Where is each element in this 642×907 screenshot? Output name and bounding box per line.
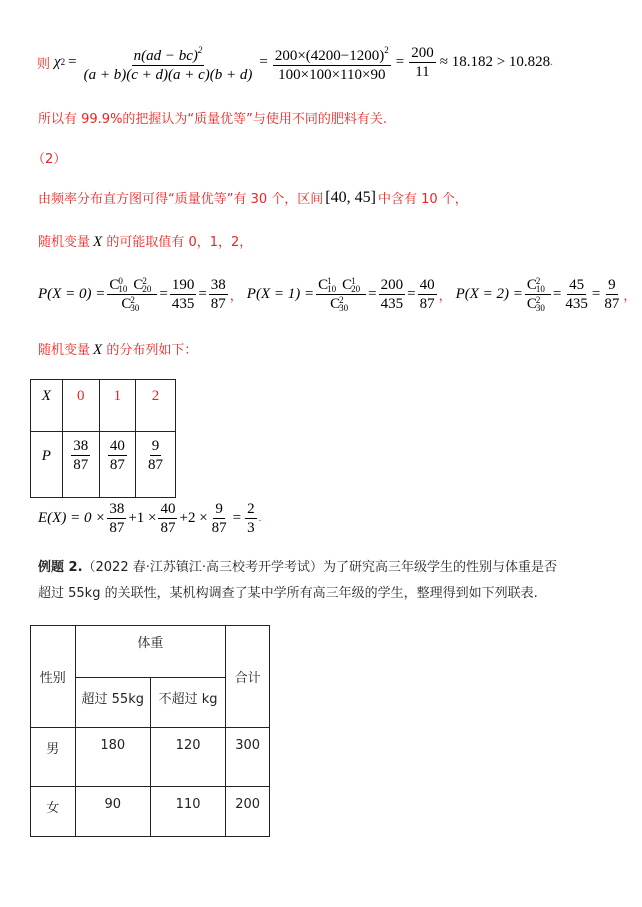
comb-sup: 2 xyxy=(535,294,541,305)
numerator: 40 xyxy=(160,500,176,517)
numerator: 45 xyxy=(569,276,585,293)
p-x2-lhs: P(X = 2) = xyxy=(455,285,523,302)
comb-sup: 2 xyxy=(535,275,541,286)
term-3-fraction xyxy=(210,501,229,536)
probability-formulas: P(X = 0) = C 0 10 C 2 20 C 2 30 = $\frac{190}{435}$ = $\frac{38}{87}$ ， P(X = 1) = C 1 10 C 1 20 C 2 30 = $\frac{200}{435}$ = $\frac{40}{87}$ ， P(X = 2) = C 2 10 C 2 30 = $\frac{45}{435}$ = $\frac{9}{87}$ ， xyxy=(38,272,636,316)
header-x: X xyxy=(31,380,63,432)
value-2: 2 xyxy=(136,380,176,432)
comb-sup: 0 xyxy=(118,275,123,286)
p-x1-fraction-1 xyxy=(379,277,406,312)
header-weight: 体重 xyxy=(75,626,226,678)
part-2-label: （2） xyxy=(32,152,67,167)
prob-1-fraction xyxy=(108,438,127,473)
numerator: 40 xyxy=(419,276,435,293)
value-1: 1 xyxy=(99,380,135,432)
comb-symbol: C xyxy=(109,276,120,293)
plus-2: +2 × xyxy=(179,509,208,526)
comma: ， xyxy=(229,288,243,304)
chi-symbol: χ xyxy=(54,53,61,70)
male-over: 180 xyxy=(75,728,150,787)
comb-symbol: C xyxy=(526,295,537,312)
denominator: 87 xyxy=(109,519,125,536)
simplified-denominator: 11 xyxy=(415,63,430,80)
histogram-text-before: 由频率分布直方图可得“质量优等”有 30 个，区间 xyxy=(38,192,324,207)
possible-values-statement xyxy=(38,231,252,251)
comma: ， xyxy=(623,288,637,304)
denominator: 87 xyxy=(109,457,125,473)
expectation-lhs: E(X) = 0 × xyxy=(38,509,106,526)
numerator-body: (ad − bc) xyxy=(141,47,198,64)
substituted-denominator: 100×100×110×90 xyxy=(278,66,386,83)
comb-sub: 30 xyxy=(130,302,140,313)
comb-symbol: C xyxy=(121,295,132,312)
header-total: 合计 xyxy=(226,626,270,728)
comb-sub: 10 xyxy=(535,283,545,294)
row-label-female: 女 xyxy=(31,787,76,837)
denominator: 87 xyxy=(73,457,89,473)
female-not-over: 110 xyxy=(150,787,225,837)
female-over: 90 xyxy=(75,787,150,837)
comb-sub: 10 xyxy=(118,283,128,294)
p-x1-lhs: P(X = 1) = xyxy=(246,285,315,302)
denominator: 435 xyxy=(171,295,195,312)
numerator: 38 xyxy=(73,438,89,454)
table-row xyxy=(31,787,270,837)
term-2-fraction xyxy=(158,501,177,536)
substituted-fraction xyxy=(273,42,391,83)
denominator: 3 xyxy=(247,519,255,536)
denominator: 87 xyxy=(419,295,435,312)
denominator: 87 xyxy=(148,457,163,473)
comb-sub: 20 xyxy=(351,283,361,294)
histogram-statement xyxy=(38,188,468,207)
term-1-fraction xyxy=(107,501,126,536)
comb-sub: 10 xyxy=(327,283,337,294)
comb-sup: 2 xyxy=(130,294,135,305)
result-fraction xyxy=(245,501,257,536)
dist-text-after: 的分布列如下： xyxy=(102,343,198,358)
p-x0-fraction-2 xyxy=(209,277,228,312)
plus-1: +1 × xyxy=(128,509,157,526)
conclusion-text: 所以有 99.9%的把握认为“质量优等”与使用不同的肥料有关. xyxy=(38,112,388,127)
equals-sign: = xyxy=(232,509,242,526)
row-label-male: 男 xyxy=(31,728,76,787)
contingency-table xyxy=(30,625,270,837)
denominator: 87 xyxy=(211,519,227,536)
table-row xyxy=(31,728,270,787)
comb-symbol: C xyxy=(133,276,144,293)
comb-symbol: C xyxy=(318,276,329,293)
p-x0-lhs: P(X = 0) = xyxy=(38,285,106,302)
then-label: 则 xyxy=(37,56,51,72)
distribution-statement xyxy=(38,339,197,359)
male-total: 300 xyxy=(226,728,270,787)
denominator: 87 xyxy=(210,295,226,312)
equals-sign: = xyxy=(395,53,405,70)
example-2-line-1 xyxy=(38,556,557,575)
comb-sup: 1 xyxy=(327,275,332,286)
prob-2-fraction xyxy=(146,438,165,473)
table-row-p xyxy=(31,432,176,498)
numerator-n: n xyxy=(133,47,142,64)
comb-sup: 2 xyxy=(339,294,344,305)
denominator: 435 xyxy=(565,295,588,312)
prob-0-fraction xyxy=(71,438,90,473)
equals-sign: = xyxy=(68,53,77,70)
comb-symbol: C xyxy=(526,276,537,293)
header-not-over: 不超过 kg xyxy=(150,678,225,728)
male-not-over: 120 xyxy=(150,728,225,787)
variable-x: X xyxy=(93,342,103,358)
chi-result: ≈ 18.182 > 10.828 xyxy=(439,53,551,70)
numerator: 38 xyxy=(109,500,125,517)
value-0: 0 xyxy=(62,380,99,432)
comb-sub: 30 xyxy=(535,302,545,313)
numerator: 9 xyxy=(215,500,223,517)
numerator: 190 xyxy=(171,276,195,293)
comb-sup: 2 xyxy=(142,275,147,286)
simplified-fraction xyxy=(409,45,436,80)
example-2-line-2: 超过 55kg 的关联性，某机构调查了某中学所有高三年级的学生，整理得到如下列联表. xyxy=(38,586,538,601)
numerator: 40 xyxy=(109,438,125,454)
table-row-x xyxy=(31,380,176,432)
numerator: 200 xyxy=(380,276,404,293)
expectation-formula xyxy=(38,498,261,538)
example-label: 例题 2. xyxy=(38,560,83,575)
substituted-exponent: 2 xyxy=(384,44,389,55)
numerator: 2 xyxy=(247,500,255,517)
interval: [40, 45] xyxy=(325,188,376,206)
comb-sub: 30 xyxy=(339,302,349,313)
p-x1-comb-fraction xyxy=(316,277,366,312)
numerator-exponent: 2 xyxy=(197,44,203,55)
comma: ， xyxy=(438,288,452,304)
period: . xyxy=(550,56,553,68)
denominator: 435 xyxy=(380,295,404,312)
histogram-text-after: 中含有 10 个， xyxy=(377,192,468,207)
example-text-line-1: （2022 春·江苏镇江·高三校考开学考试）为了研究高三年级学生的性别与体重是否 xyxy=(82,560,557,575)
numerator: 38 xyxy=(210,276,226,293)
values-text-before: 随机变量 xyxy=(38,235,91,250)
p-x0-fraction-1 xyxy=(170,277,197,312)
denominator: 87 xyxy=(604,295,620,312)
dist-text-before: 随机变量 xyxy=(38,343,91,358)
variable-x: X xyxy=(93,234,103,250)
simplified-numerator: 200 xyxy=(411,44,434,61)
chi-formula-fraction xyxy=(82,42,255,83)
numerator: 9 xyxy=(151,438,160,454)
female-total: 200 xyxy=(226,787,270,837)
comb-sup: 1 xyxy=(351,275,356,286)
chi-square-formula xyxy=(37,38,553,86)
substituted-numerator: 200×(4200−1200) xyxy=(274,47,385,64)
p-x1-fraction-2 xyxy=(418,277,437,312)
p-x2-comb-fraction xyxy=(525,277,551,312)
period: . xyxy=(258,512,262,524)
chi-exponent: 2 xyxy=(60,57,66,67)
p-x2-fraction-2 xyxy=(602,277,621,312)
p-x2-fraction-1 xyxy=(563,277,590,312)
header-over-55kg: 超过 55kg xyxy=(75,678,150,728)
denominator: (a + b)(c + d)(a + c)(b + d) xyxy=(83,66,253,83)
comb-sub: 20 xyxy=(142,283,152,294)
denominator: 87 xyxy=(160,519,176,536)
numerator: 9 xyxy=(608,276,616,293)
header-row-1 xyxy=(31,626,270,678)
comb-symbol: C xyxy=(330,295,341,312)
equals-sign: = xyxy=(259,53,268,70)
distribution-table xyxy=(30,379,176,498)
header-p: P xyxy=(31,432,63,498)
comb-symbol: C xyxy=(342,276,353,293)
values-text-after: 的可能取值有 0，1，2， xyxy=(102,235,253,250)
header-gender: 性别 xyxy=(31,626,76,728)
p-x0-comb-fraction xyxy=(107,277,157,312)
